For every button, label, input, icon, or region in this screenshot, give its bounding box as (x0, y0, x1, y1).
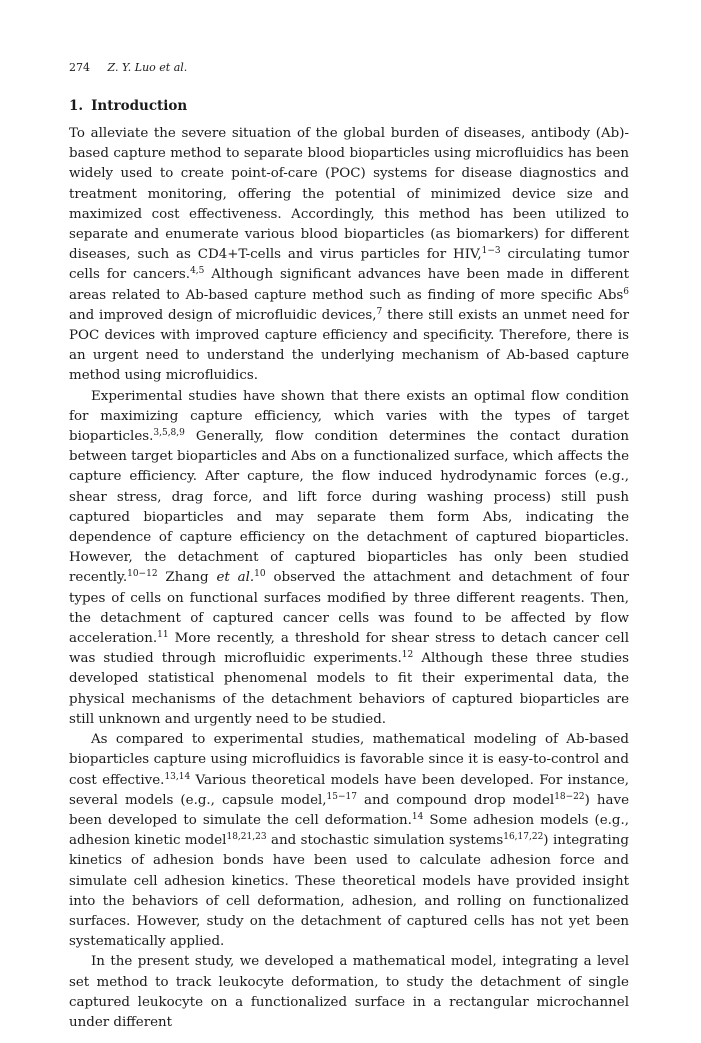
page-number: 274 (69, 61, 90, 74)
citation-ref: 12 (401, 650, 414, 661)
citation-ref: 11 (157, 630, 169, 641)
text-run: Some adhesion models (e.g., adhesion kinetic model (69, 812, 629, 849)
citation-ref: 1−3 (481, 246, 501, 257)
citation-ref: 4,5 (190, 266, 205, 277)
italic-text: et al. (216, 570, 255, 586)
citation-ref: 13,14 (164, 771, 191, 782)
citation-ref: 3,5,8,9 (153, 428, 185, 439)
text-run: Zhang (157, 570, 217, 586)
citation-ref: 15−17 (326, 791, 357, 802)
paragraph (69, 124, 629, 387)
paragraph (69, 387, 629, 730)
text-run: and stochastic simulation systems (266, 833, 504, 849)
text-run: Various theoretical models have been developed. For instance, several models (e.g., capsule model, (69, 772, 630, 808)
text-run: More recently, a threshold for shear stress to detach cancer cell was studied through microfluidic experiments. (69, 631, 629, 667)
section-title: Introduction (91, 98, 188, 114)
text-run: ) integrating kinetics of adhesion bonds have been used to calculate adhesion force and simulate cell adhesion kinetics. These theoretical models have provided insight into the behaviors of cell deformation, adhesion, and rolling on functionalized surfaces. However, study on the detachment of captured cells has not yet been systematically applied. (69, 833, 629, 950)
citation-ref: 18−22 (554, 791, 585, 802)
running-head (69, 60, 187, 76)
text-run: Experimental studies have shown that there exists an optimal flow condition for maximizing capture efficiency, which varies with the types of target bioparticles. (69, 388, 629, 445)
text-run: and improved design of microfluidic devices, (69, 307, 377, 323)
text-run: To alleviate the severe situation of the global burden of diseases, antibody (Ab)-based capture method to separate blood bioparticles using microfluidics has been widely used to create point-of-care (POC) systems for disease diagnostics and treatment monitoring, offering the potential of minimized device size and maximized cost effectiveness. Accordingly, this method has been utilized to separate and enumerate various blood bioparticles (as biomarkers) for different diseases, such as CD4+T-cells and virus particles for HIV, (69, 126, 629, 263)
text-run: and compound drop model (357, 792, 555, 808)
text-run: As compared to experimental studies, mathematical modeling of Ab-based bioparticles capture using microfluidics is favorable since it is easy-to-control and cost effective. (69, 732, 629, 788)
body-text (69, 124, 629, 1033)
citation-ref: 16,17,22 (503, 832, 544, 843)
citation-ref: 10−12 (127, 569, 158, 580)
citation-ref: 14 (411, 811, 424, 822)
citation-ref: 18,21,23 (226, 832, 267, 843)
text-run: Although significant advances have been made in different areas related to Ab-based capture method such as finding of more specific Abs (69, 267, 629, 303)
text-run: Generally, flow condition determines the contact duration between target bioparticles and Abs on a functionalized surface, which affects the capture efficiency. After capture, the flow induced hydrodynamic forces (e.g., shear stress, drag force, and lift force during washing process) still push captured bioparticles and may separate them form Abs, indicating the dependence of capture efficiency on the detachment of captured bioparticles. However, the detachment of captured bioparticles has only been studied recently. (69, 429, 629, 586)
citation-ref: 10 (254, 569, 266, 580)
citation-ref: 6 (623, 286, 629, 297)
text-run: observed the attachment and detachment of four types of cells on functional surfaces modified by three different reagents. Then, the detachment of captured cancer cells was found to be affected by flow acceleration. (69, 570, 629, 647)
section-heading (69, 96, 187, 116)
text-run: ) have been developed to simulate the cell deformation. (69, 792, 629, 828)
text-run: Although these three studies developed statistical phenomenal models to fit their experimental data, the physical mechanisms of the detachment behaviors of captured bioparticles are still unknown and urgently need to be studied. (69, 651, 629, 727)
text-run: In the present study, we developed a mathematical model, integrating a level set method to track leukocyte deformation, to study the detachment of single captured leukocyte on a functionalized surface in a rectangular microchannel under different (69, 954, 629, 1030)
paragraph (69, 730, 629, 952)
paragraph (69, 952, 629, 1033)
citation-ref: 7 (376, 306, 383, 317)
text-run: there still exists an unmet need for POC devices with improved capture efficiency and specificity. Therefore, there is an urgent need to understand the underlying mechanism of Ab-based capture method using microfluidics. (69, 307, 629, 384)
text-run: circulating tumor cells for cancers. (69, 247, 629, 283)
running-head-authors: Z. Y. Luo et al. (107, 61, 188, 74)
section-number: 1. (69, 98, 84, 114)
